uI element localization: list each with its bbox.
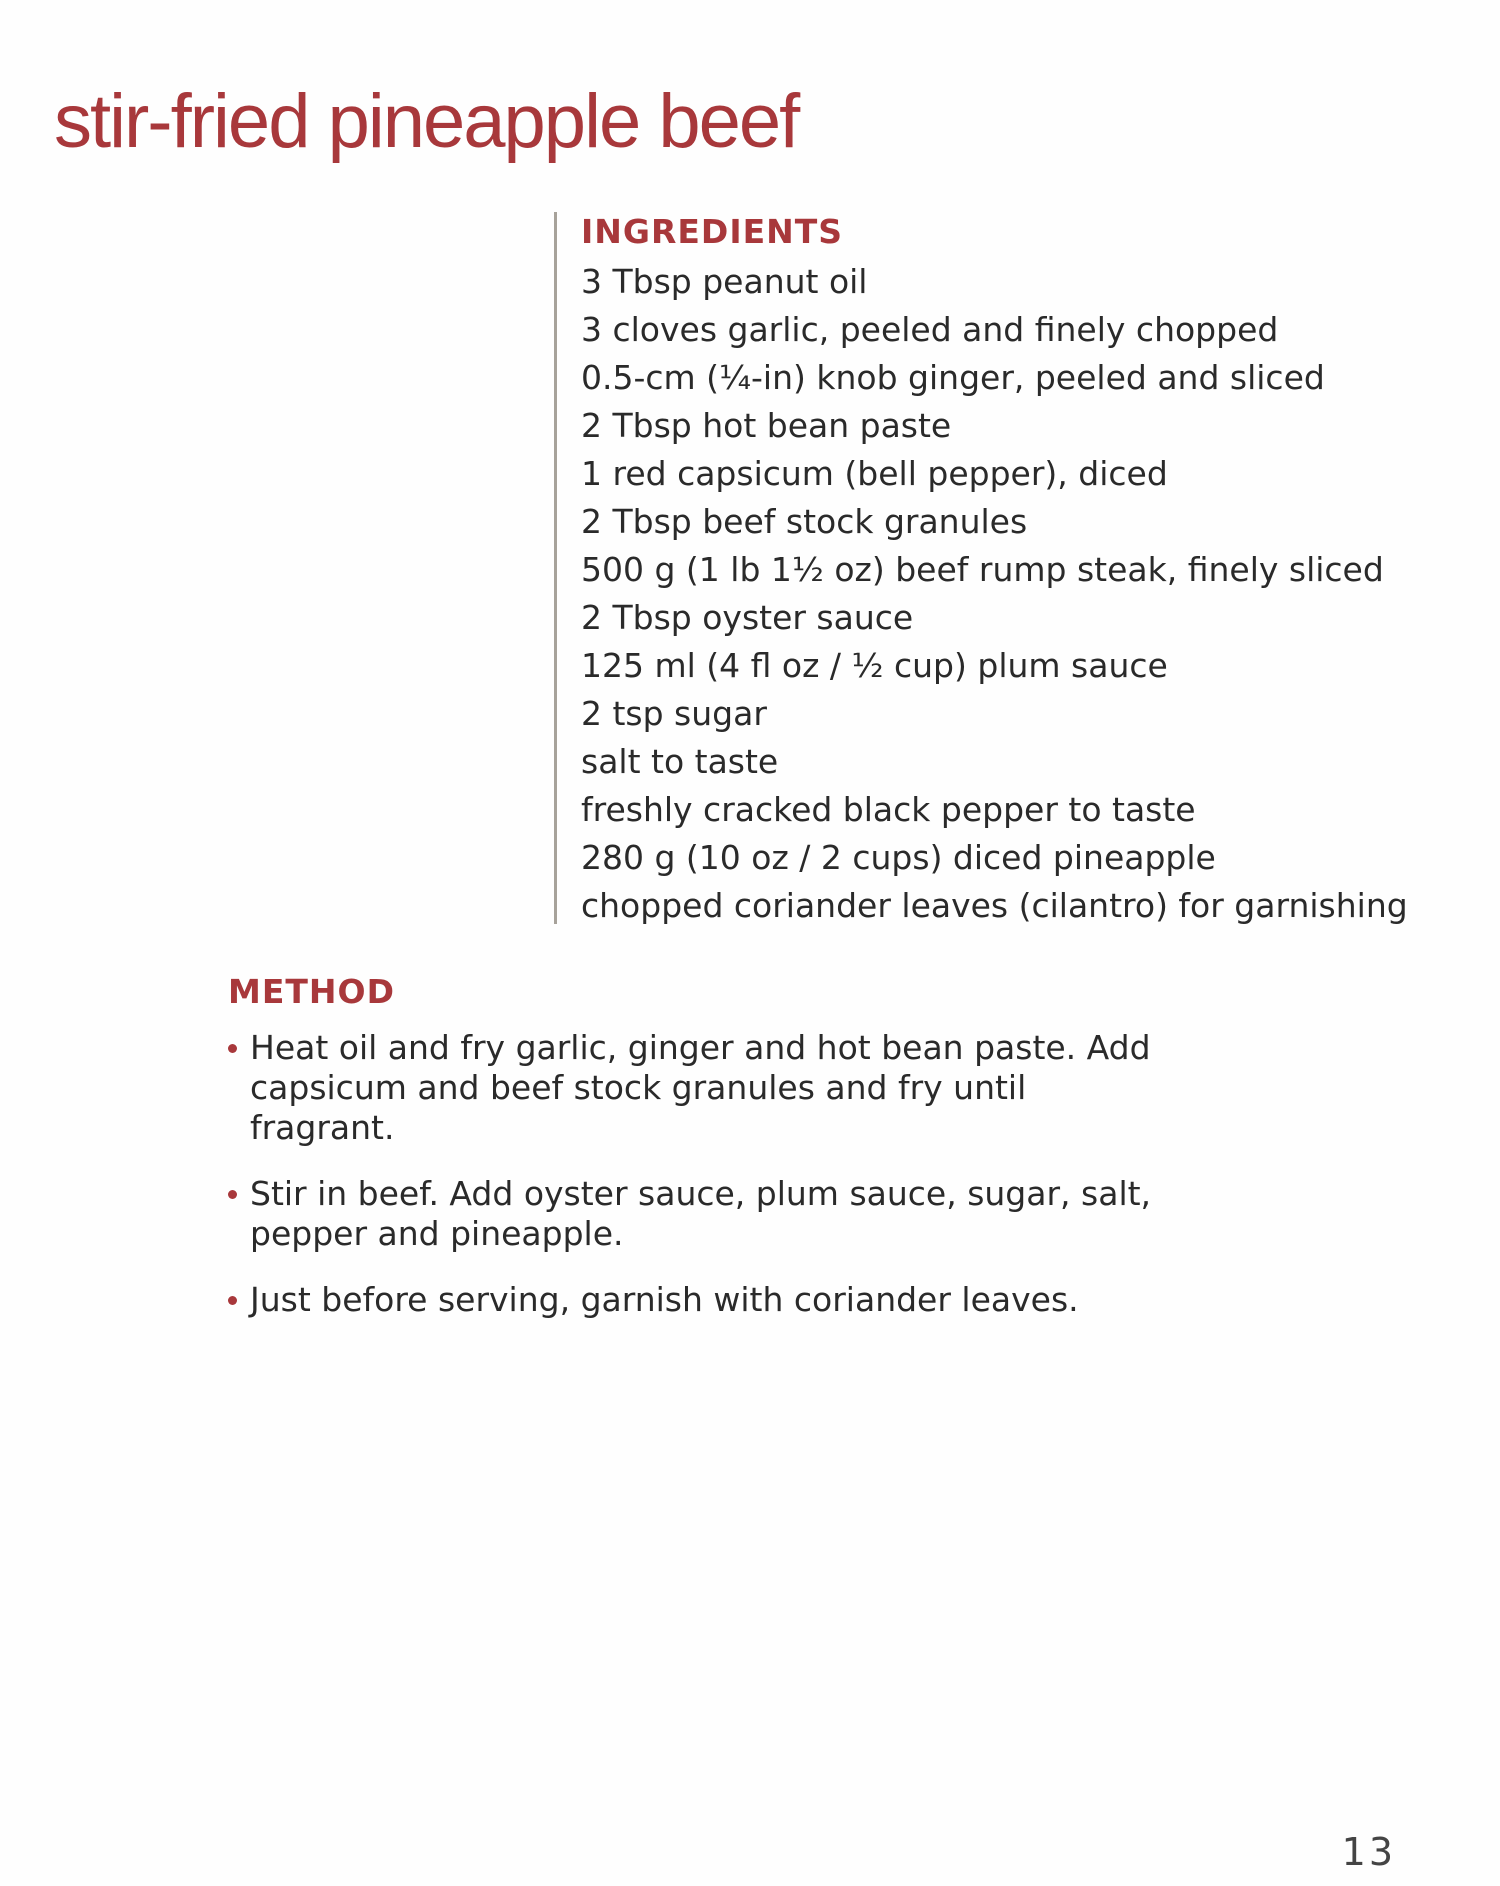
ingredient-item: 2 Tbsp hot bean paste bbox=[581, 405, 952, 445]
method-step bbox=[228, 1280, 1180, 1320]
page-number: 13 bbox=[1341, 1830, 1396, 1874]
ingredient-item: 2 Tbsp oyster sauce bbox=[581, 597, 914, 637]
ingredient-item: 3 cloves garlic, peeled and finely chopped bbox=[581, 309, 1279, 349]
ingredient-item: 2 tsp sugar bbox=[581, 693, 767, 733]
ingredients-section bbox=[554, 212, 1481, 924]
ingredients-heading: INGREDIENTS bbox=[581, 212, 844, 251]
ingredient-item: 125 ml (4 fl oz / ½ cup) plum sauce bbox=[581, 645, 1168, 685]
method-section bbox=[228, 972, 1228, 1346]
bullet-icon bbox=[228, 1190, 237, 1199]
method-step-text: Heat oil and fry garlic, ginger and hot bean paste. Add capsicum and beef stock granules and fry until fragrant. bbox=[250, 1027, 1151, 1147]
ingredient-item: 500 g (1 lb 1½ oz) beef rump steak, finely sliced bbox=[581, 549, 1384, 589]
ingredient-item: 3 Tbsp peanut oil bbox=[581, 261, 868, 301]
method-step-text: Just before serving, garnish with coriander leaves. bbox=[250, 1279, 1079, 1319]
ingredients-list bbox=[581, 258, 1481, 930]
method-steps bbox=[228, 1028, 1228, 1320]
ingredient-item: 1 red capsicum (bell pepper), diced bbox=[581, 453, 1168, 493]
method-step-text: Stir in beef. Add oyster sauce, plum sauce, sugar, salt, pepper and pineapple. bbox=[250, 1173, 1152, 1253]
ingredient-item: 2 Tbsp beef stock granules bbox=[581, 501, 1028, 541]
ingredient-item: freshly cracked black pepper to taste bbox=[581, 789, 1196, 829]
method-heading: METHOD bbox=[228, 972, 395, 1011]
ingredient-item: 280 g (10 oz / 2 cups) diced pineapple bbox=[581, 837, 1216, 877]
method-step bbox=[228, 1028, 1180, 1148]
ingredient-item: chopped coriander leaves (cilantro) for garnishing bbox=[581, 885, 1408, 925]
ingredient-item: salt to taste bbox=[581, 741, 779, 781]
bullet-icon bbox=[228, 1296, 237, 1305]
bullet-icon bbox=[228, 1044, 237, 1053]
page-title: stir-fried pineapple beef bbox=[54, 79, 799, 164]
ingredient-item: 0.5-cm (¼-in) knob ginger, peeled and sliced bbox=[581, 357, 1325, 397]
method-step bbox=[228, 1174, 1180, 1254]
